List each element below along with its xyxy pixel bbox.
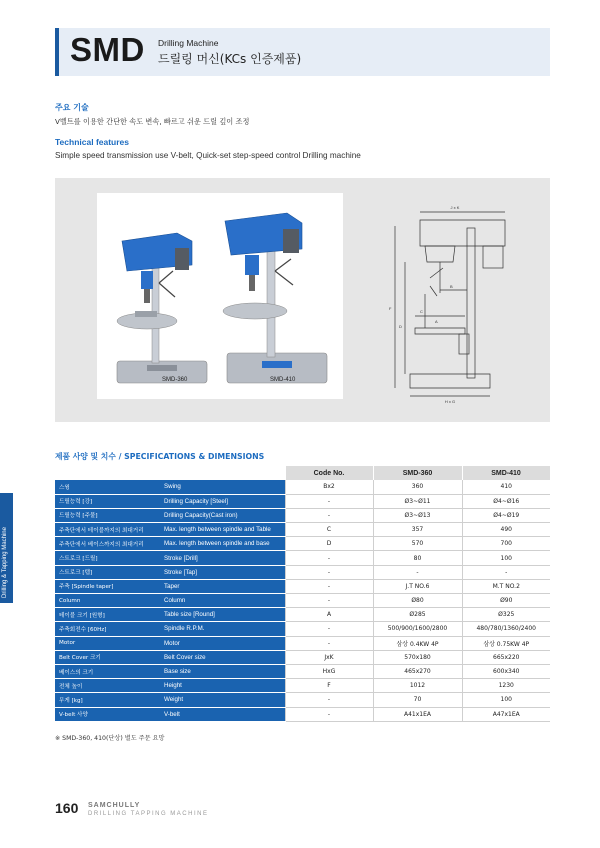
spec-value-smd-360: -: [373, 565, 462, 579]
spec-code: A: [285, 608, 373, 622]
spec-value-smd-360: 465x270: [373, 664, 462, 678]
table-row: [55, 679, 550, 693]
spec-header-row: [55, 466, 550, 480]
page-number: 160: [55, 800, 79, 816]
spec-value-smd-360: 80: [373, 551, 462, 565]
header-blank-en: [160, 466, 285, 480]
spec-value-smd-360: 570x180: [373, 650, 462, 664]
spec-value-smd-410: A47x1EA: [462, 707, 550, 721]
spec-value-smd-410: 삼상 0.75KW 4P: [462, 636, 550, 650]
spec-label-ko: 스트로크 [드릴]: [55, 551, 160, 565]
spec-code: F: [285, 679, 373, 693]
table-row: [55, 579, 550, 593]
table-row: [55, 551, 550, 565]
side-tab-label: Drilling & Tapping Machine: [2, 527, 8, 598]
spec-value-smd-360: Ø3~Ø13: [373, 508, 462, 522]
spec-value-smd-360: 500/900/1600/2800: [373, 622, 462, 636]
spec-code: Bx2: [285, 480, 373, 494]
spec-label-ko: Belt Cover 크기: [55, 650, 160, 664]
spec-label-ko: 주축 [Spindle taper]: [55, 579, 160, 593]
spec-value-smd-360: Ø285: [373, 608, 462, 622]
drill-press-410-image: [223, 213, 327, 383]
spec-code: -: [285, 494, 373, 508]
spec-value-smd-410: Ø4~Ø16: [462, 494, 550, 508]
spec-value-smd-410: Ø90: [462, 594, 550, 608]
spec-value-smd-410: 100: [462, 551, 550, 565]
spec-label-en: Table size [Round]: [160, 608, 285, 622]
spec-value-smd-410: Ø325: [462, 608, 550, 622]
spec-code: HxG: [285, 664, 373, 678]
spec-code: -: [285, 579, 373, 593]
footnote: ※ SMD-360, 410(단상) 별도 주문 요망: [55, 735, 165, 742]
spec-label-en: Weight: [160, 693, 285, 707]
spec-label-en: V-belt: [160, 707, 285, 721]
table-row: [55, 664, 550, 678]
spec-value-smd-360: 360: [373, 480, 462, 494]
table-row: [55, 565, 550, 579]
spec-label-en: Stroke [Drill]: [160, 551, 285, 565]
spec-value-smd-410: 600x340: [462, 664, 550, 678]
spec-value-smd-360: 삼상 0.4KW 4P: [373, 636, 462, 650]
spec-label-en: Spindle R.P.M.: [160, 622, 285, 636]
spec-label-ko: 드릴능력 [강]: [55, 494, 160, 508]
spec-value-smd-360: 570: [373, 537, 462, 551]
subtitle-en: Drilling Machine: [158, 38, 219, 48]
spec-label-en: Max. length between spindle and Table: [160, 523, 285, 537]
spec-label-en: Belt Cover size: [160, 650, 285, 664]
spec-value-smd-410: 480/780/1360/2400: [462, 622, 550, 636]
features-heading-ko: 주요 기술: [55, 103, 89, 112]
spec-value-smd-360: J.T NO.6: [373, 579, 462, 593]
spec-code: -: [285, 636, 373, 650]
photo-label-left: SMD-360: [162, 377, 188, 383]
spec-label-en: Column: [160, 594, 285, 608]
brand-logo: SAMCHULLY: [88, 802, 141, 809]
spec-label-ko: 스윙: [55, 480, 160, 494]
table-row: [55, 594, 550, 608]
spec-value-smd-360: Ø3~Ø11: [373, 494, 462, 508]
spec-label-en: Base size: [160, 664, 285, 678]
spec-value-smd-360: Ø80: [373, 594, 462, 608]
spec-value-smd-360: A41x1EA: [373, 707, 462, 721]
spec-value-smd-410: -: [462, 565, 550, 579]
spec-label-ko: 주축회전수 [60Hz]: [55, 622, 160, 636]
spec-label-en: Height: [160, 679, 285, 693]
spec-code: -: [285, 565, 373, 579]
spec-label-ko: 전체 높이: [55, 679, 160, 693]
table-row: [55, 537, 550, 551]
subtitle-ko: 드릴링 머신(KCs 인증제품): [158, 52, 302, 66]
spec-label-en: Drilling Capacity [Steel]: [160, 494, 285, 508]
table-row: [55, 622, 550, 636]
spec-code: -: [285, 508, 373, 522]
table-row: [55, 693, 550, 707]
spec-code: -: [285, 622, 373, 636]
spec-label-ko: 무게 [kg]: [55, 693, 160, 707]
spec-code: -: [285, 551, 373, 565]
spec-label-ko: 테이블 크기 [원형]: [55, 608, 160, 622]
spec-value-smd-360: 1012: [373, 679, 462, 693]
model-title: SMD: [70, 31, 145, 68]
features-text-en: Simple speed transmission use V-belt, Quick-set step-speed control Drilling machine: [55, 151, 361, 160]
dim-label-f: F: [389, 306, 392, 311]
drill-press-illustration: [97, 193, 343, 399]
spec-code: C: [285, 523, 373, 537]
dim-label-a: A: [435, 319, 438, 324]
spec-label-en: Stroke [Tap]: [160, 565, 285, 579]
spec-value-smd-410: 490: [462, 523, 550, 537]
spec-code: -: [285, 707, 373, 721]
header-blank-ko: [55, 466, 160, 480]
table-row: [55, 608, 550, 622]
spec-label-ko: 주축단에서 베이스까지의 최대거리: [55, 537, 160, 551]
dimension-drawing: [375, 198, 535, 410]
header-smd-360: SMD-360: [373, 466, 462, 480]
spec-table: [55, 466, 551, 722]
spec-value-smd-410: 100: [462, 693, 550, 707]
spec-label-ko: V-belt 사양: [55, 707, 160, 721]
spec-title: 제품 사양 및 치수 / SPECIFICATIONS & DIMENSIONS: [55, 452, 265, 461]
spec-label-ko: 주축단에서 테이블까지의 최대거리: [55, 523, 160, 537]
table-row: [55, 508, 550, 522]
spec-value-smd-360: 357: [373, 523, 462, 537]
spec-code: D: [285, 537, 373, 551]
photo-label-right: SMD-410: [270, 377, 296, 383]
spec-label-en: Taper: [160, 579, 285, 593]
features-heading-en: Technical features: [55, 137, 130, 147]
spec-value-smd-410: 1230: [462, 679, 550, 693]
table-row: [55, 480, 550, 494]
spec-label-en: Motor: [160, 636, 285, 650]
spec-value-smd-360: 70: [373, 693, 462, 707]
spec-value-smd-410: M.T NO.2: [462, 579, 550, 593]
dim-label-jk: J x K: [450, 205, 460, 210]
table-row: [55, 523, 550, 537]
spec-label-ko: 드릴능력 [주물]: [55, 508, 160, 522]
spec-label-en: Swing: [160, 480, 285, 494]
spec-code: -: [285, 594, 373, 608]
spec-value-smd-410: Ø4~Ø19: [462, 508, 550, 522]
spec-code: JxK: [285, 650, 373, 664]
dim-label-d: D: [399, 324, 402, 329]
table-row: [55, 494, 550, 508]
features-text-ko: V벨트를 이용한 간단한 속도 변속, 빠르고 쉬운 드릴 깊이 조정: [55, 117, 250, 126]
spec-label-en: Drilling Capacity(Cast iron): [160, 508, 285, 522]
table-row: [55, 707, 550, 721]
spec-value-smd-410: 410: [462, 480, 550, 494]
dim-label-hg: H x G: [444, 399, 456, 404]
product-photo: [97, 193, 343, 399]
title-accent-bar: [55, 28, 59, 76]
drill-press-360-image: [117, 233, 207, 383]
spec-code: -: [285, 693, 373, 707]
table-row: [55, 650, 550, 664]
header-code: Code No.: [285, 466, 373, 480]
spec-label-ko: Motor: [55, 636, 160, 650]
brand-tagline: DRILLING TAPPING MACHINE: [88, 811, 209, 817]
table-row: [55, 636, 550, 650]
dim-label-b: B: [450, 284, 453, 289]
header-smd-410: SMD-410: [462, 466, 550, 480]
spec-value-smd-410: 700: [462, 537, 550, 551]
spec-label-ko: 베이스의 크기: [55, 664, 160, 678]
spec-label-ko: Column: [55, 594, 160, 608]
spec-label-ko: 스트로크 [탭]: [55, 565, 160, 579]
dim-label-c: C: [420, 309, 423, 314]
spec-value-smd-410: 665x220: [462, 650, 550, 664]
spec-label-en: Max. length between spindle and base: [160, 537, 285, 551]
